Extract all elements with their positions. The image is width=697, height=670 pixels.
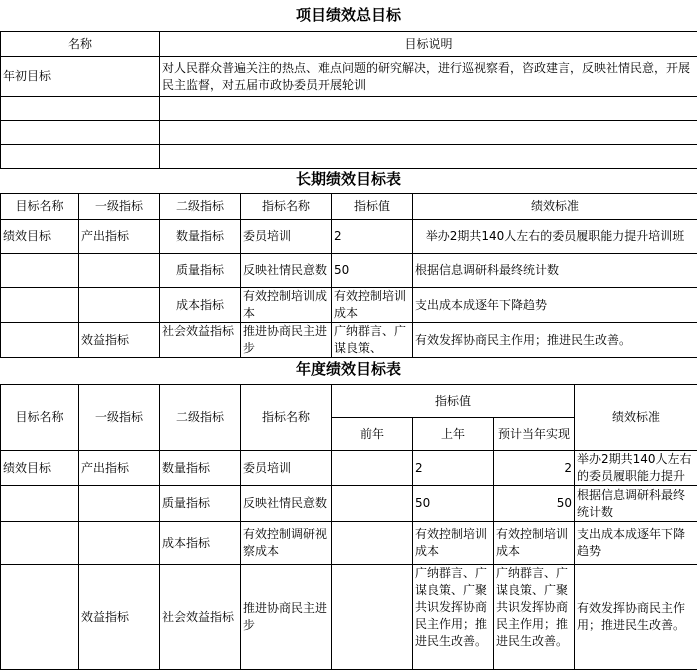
level2-cell: 质量指标 <box>160 254 241 288</box>
header-level2: 二级指标 <box>160 385 241 451</box>
standard-cell: 根据信息调研科最终统计数 <box>413 254 697 288</box>
prev-year-cell <box>332 565 413 670</box>
prev-year-cell <box>332 522 413 565</box>
empty-cell <box>1 254 79 288</box>
level2-cell: 成本指标 <box>160 288 241 323</box>
indicator-value-cell <box>332 288 413 323</box>
last-year-cell: 50 <box>413 486 494 522</box>
empty-cell <box>79 522 160 565</box>
section1-title: 项目绩效总目标 <box>0 2 697 28</box>
indicator-value-text: 有效控制培训成本 <box>334 288 410 322</box>
overall-goal-table <box>0 31 697 169</box>
header-indicator-name: 指标名称 <box>241 194 332 220</box>
header-indicator-value: 指标值 <box>332 385 575 418</box>
level1-cell: 效益指标 <box>79 565 160 670</box>
empty-cell <box>1 323 79 358</box>
standard-cell <box>575 451 697 486</box>
indicator-value-cell: 2 <box>332 220 413 254</box>
standard-cell: 举办2期共140人左右的委员履职能力提升培训班 <box>413 220 697 254</box>
empty-cell <box>79 288 160 323</box>
header-level1: 一级指标 <box>79 385 160 451</box>
standard-cell: 根据信息调研科最终统计数 <box>575 486 697 522</box>
expected-cell: 2 <box>494 451 575 486</box>
header-expected: 预计当年实现 <box>494 418 575 451</box>
level1-cell: 产出指标 <box>79 220 160 254</box>
goal-name-cell: 绩效目标 <box>1 451 79 486</box>
indicator-name-cell: 反映社情民意数 <box>241 486 332 522</box>
level2-cell <box>160 323 241 358</box>
header-goal-name: 目标名称 <box>1 194 79 220</box>
standard-cell: 有效发挥协商民主作用；推进民生改善。 <box>575 565 697 670</box>
standard-cell: 支出成本成逐年下降趋势 <box>413 288 697 323</box>
empty-cell <box>1 288 79 323</box>
last-year-cell: 有效控制培训成本 <box>413 522 494 565</box>
expected-cell <box>494 565 575 670</box>
standard-cell: 支出成本成逐年下降趋势 <box>575 522 697 565</box>
section2-title: 长期绩效目标表 <box>0 166 697 192</box>
header-indicator-name: 指标名称 <box>241 385 332 451</box>
indicator-name-cell: 委员培训 <box>241 451 332 486</box>
indicator-name-cell: 推进协商民主进步 <box>241 323 332 358</box>
indicator-value-text: 广纳群言、广谋良策、 <box>334 323 410 357</box>
annual-goal-table <box>0 384 697 670</box>
header-last-year: 上年 <box>413 418 494 451</box>
empty-cell <box>160 145 697 169</box>
last-year-cell <box>413 565 494 670</box>
level1-cell: 产出指标 <box>79 451 160 486</box>
expected-cell: 50 <box>494 486 575 522</box>
last-year-text: 广纳群言、广谋良策、广聚共识发挥协商民主作用；推进民生改善。 <box>415 565 491 669</box>
standard-text: 举办2期共140人左右的委员履职能力提升 <box>577 451 695 485</box>
header-indicator-value: 指标值 <box>332 194 413 220</box>
goal-name-cell: 绩效目标 <box>1 220 79 254</box>
header-standard: 绩效标准 <box>575 385 697 451</box>
empty-cell <box>160 97 697 121</box>
empty-cell <box>1 486 79 522</box>
indicator-name-cell: 反映社情民意数 <box>241 254 332 288</box>
header-name: 名称 <box>1 32 160 57</box>
long-term-goal-table <box>0 193 697 358</box>
header-goal-name: 目标名称 <box>1 385 79 451</box>
row-goal-description: 对人民群众普遍关注的热点、难点问题的研究解决，进行巡视察看，咨政建言，反映社情民意，开展民主监督，对五届市政协委员开展轮训 <box>160 57 697 97</box>
empty-cell <box>1 121 160 145</box>
expected-text: 广纳群言、广谋良策、广聚共识发挥协商民主作用；推进民生改善。 <box>496 565 572 669</box>
level2-cell: 质量指标 <box>160 486 241 522</box>
header-level1: 一级指标 <box>79 194 160 220</box>
level2-cell: 社会效益指标 <box>160 565 241 670</box>
empty-cell <box>160 121 697 145</box>
empty-cell <box>1 522 79 565</box>
prev-year-cell <box>332 451 413 486</box>
standard-cell: 有效发挥协商民主作用；推进民生改善。 <box>413 323 697 358</box>
indicator-value-cell <box>332 323 413 358</box>
indicator-name-cell: 委员培训 <box>241 220 332 254</box>
level2-cell: 数量指标 <box>160 220 241 254</box>
empty-cell <box>79 254 160 288</box>
header-level2: 二级指标 <box>160 194 241 220</box>
empty-cell <box>1 565 79 670</box>
expected-cell: 有效控制培训成本 <box>494 522 575 565</box>
level2-cell: 数量指标 <box>160 451 241 486</box>
last-year-cell: 2 <box>413 451 494 486</box>
header-goal-desc: 目标说明 <box>160 32 697 57</box>
header-prev-year: 前年 <box>332 418 413 451</box>
indicator-name-cell: 推进协商民主进步 <box>241 565 332 670</box>
row-label-initial-goal: 年初目标 <box>1 57 160 97</box>
empty-cell <box>1 97 160 121</box>
level2-cell: 成本指标 <box>160 522 241 565</box>
section3-title: 年度绩效目标表 <box>0 356 697 382</box>
empty-cell <box>1 145 160 169</box>
indicator-name-cell: 有效控制培训成本 <box>241 288 332 323</box>
empty-cell <box>79 486 160 522</box>
indicator-name-cell: 有效控制调研视察成本 <box>241 522 332 565</box>
level2-text: 社会效益指标 <box>162 323 238 357</box>
prev-year-cell <box>332 486 413 522</box>
header-standard: 绩效标准 <box>413 194 697 220</box>
indicator-value-cell: 50 <box>332 254 413 288</box>
level1-cell: 效益指标 <box>79 323 160 358</box>
